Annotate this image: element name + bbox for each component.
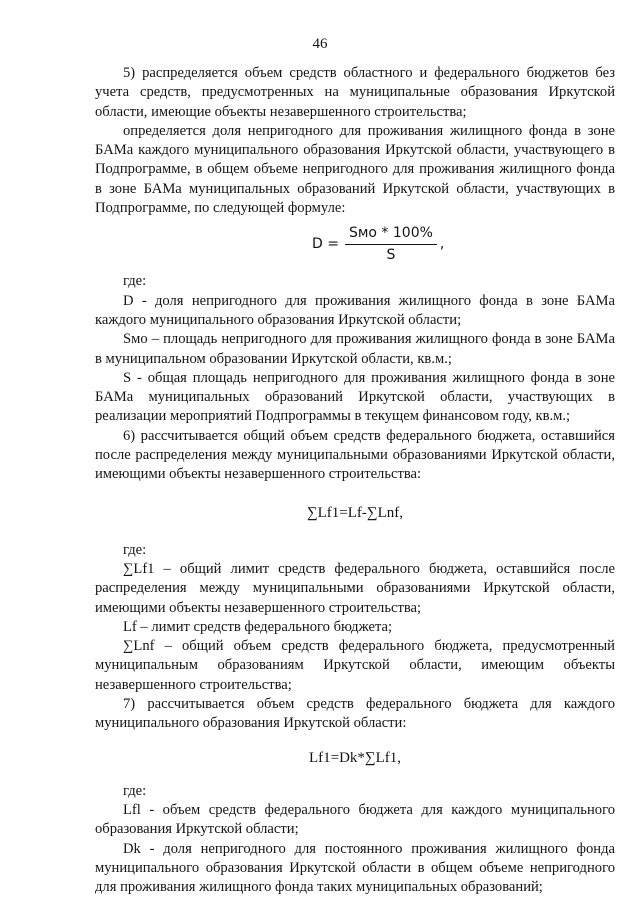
formula-municipal-limit: Lf1=Dk*∑Lf1, <box>308 749 402 766</box>
formula-denominator: S <box>386 247 396 264</box>
document-body <box>95 64 615 897</box>
paragraph-item-5: 5) распределяется объем средств областного и федерального бюджетов без учета средств, предусмотренных на муниципальные образования Иркутской области, имеющие объекты незавершенного строительства; <box>95 65 615 120</box>
where-label: где: <box>123 541 147 558</box>
where-label: где: <box>123 273 147 290</box>
definition-dk: Dk - доля непригодного для постоянного проживания жилищного фонда муниципального образования Иркутской области в общем объеме непригодного для проживания жилищного фонда таких муниципальных образований; <box>95 840 615 896</box>
paragraph-share-definition: определяется доля непригодного для проживания жилищного фонда в зоне БАМа каждого муниципального образования Иркутской области, участвующего в Подпрограмме, в общем объеме непригодного для проживания жилищного фонда в зоне БАМа муниципальных образований Иркутской области, участвующих в Подпрограмме, по следующей формуле: <box>95 122 615 217</box>
formula-numerator: Sмо * 100% <box>345 224 437 245</box>
page-number: 46 <box>312 36 328 52</box>
formula-share <box>95 218 615 272</box>
formula-remaining-limit: ∑Lf1=Lf-∑Lnf, <box>306 504 404 521</box>
definition-lf: Lf – лимит средств федерального бюджета; <box>123 618 393 635</box>
paragraph-item-7: 7) рассчитывается объем средств федерального бюджета для каждого муниципального образования Иркутской области: <box>95 696 615 732</box>
definition-lf1: ∑Lf1 – общий лимит средств федерального бюджета, оставшийся после распределения между муниципальными образованиями Иркутской области, имеющими объекты незавершенного строительства; <box>95 560 615 616</box>
paragraph-item-6: 6) рассчитывается общий объем средств федерального бюджета, оставшийся после распределения между муниципальными образованиями Иркутской области, имеющими объекты незавершенного строительства: <box>95 427 615 483</box>
formula-fraction <box>312 224 444 264</box>
definition-lfl: Lfl - объем средств федерального бюджета для каждого муниципального образования Иркутской области; <box>95 801 615 838</box>
definition-lnf: ∑Lnf – общий объем средств федерального бюджета, предусмотренный муниципальным образованиям Иркутской области, имеющим объекты незавершенного строительства; <box>95 638 615 693</box>
where-label: где: <box>123 782 147 799</box>
definition-smo: Sмо – площадь непригодного для проживания жилищного фонда в зоне БАМа в муниципальном образовании Иркутской области, кв.м.; <box>95 331 615 367</box>
definition-d: D - доля непригодного для проживания жилищного фонда в зоне БАМа каждого муниципального образования Иркутской области; <box>95 292 615 328</box>
definition-s: S - общая площадь непригодного для проживания жилищного фонда в зоне БАМа муниципальных образований Иркутской области, участвующих в реализации мероприятий Подпрограммы в текущем финансовом году, кв.м.; <box>95 369 615 425</box>
formula-comma: , <box>439 236 445 253</box>
formula-lhs: D = <box>312 236 339 253</box>
